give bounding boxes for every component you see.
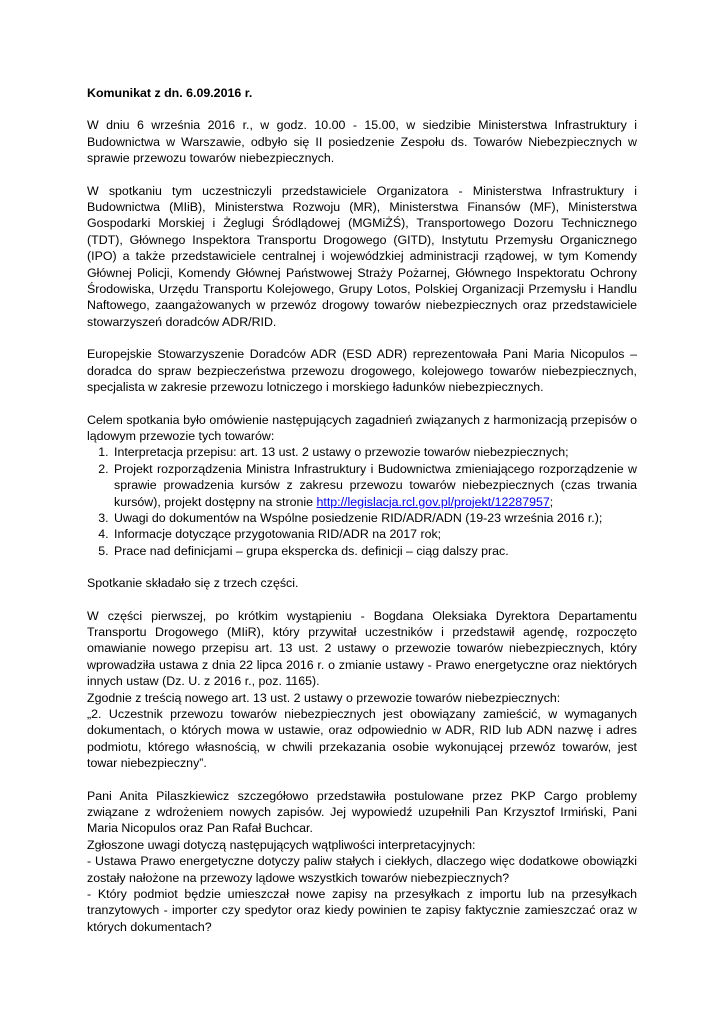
agenda-item-text: Interpretacja przepisu: art. 13 ust. 2 ustawy o przewozie towarów niebezpiecznych; [114,445,569,460]
agenda-item [112,543,637,559]
article-intro-paragraph: Zgodnie z treścią nowego art. 13 ust. 2 ustawy o przewozie towarów niebezpiecznych: [87,690,561,705]
agenda-item [112,510,637,526]
agenda-list [87,444,637,559]
participants-paragraph: W spotkaniu tym uczestniczyli przedstawiciele Organizatora - Ministerstwa Infrastruktury i Budownictwa (MIiB), Ministerstwa Rozwoju (MR), Ministerstwa Finansów (MF), Ministerstwa Gospodarki Morskiej i Żeglugi Śródlądowej (MGMiŻŚ), Transportowego Dozoru Technicznego (TDT), Głównego Inspektora Transportu Drogowego (GITD), Instytutu Przemysłu Organicznego (IPO) a także przedstawiciele centralnej i wojewódzkiej administracji rządowej, w tym Komendy Głównej Policji, Komendy Głównej Państwowej Straży Pożarnej, Głównego Inspektoratu Ochrony Środowiska, Urzędu Transportu Kolejowego, Grupy Lotos, Polskiej Organizacji Przemysłu i Handlu Naftowego, zaangażowanych w przewóz drogowy towarów niebezpiecznych oraz przedstawiciele stowarzyszeń doradców ADR/RID. [87,183,637,329]
agenda-item [112,461,637,510]
doubts-intro-paragraph: Zgłoszone uwagi dotyczą następujących wątpliwości interpretacyjnych: [87,837,476,852]
pkp-cargo-paragraph: Pani Anita Pilaszkiewicz szczegółowo przedstawiła postulowane przez PKP Cargo problemy związane z wdrożeniem nowych zapisów. Jej wypowiedź uzupełnili Pan Krzysztof Irmiński, Pani Maria Nicopulos oraz Pan Rafał Buchcar. [87,788,637,836]
agenda-item-text: Projekt rozporządzenia Ministra Infrastruktury i Budownictwa zmieniającego rozporządzenie w sprawie prowadzenia kursów z zakresu przewozu towarów niebezpiecznych (czas trwania kursów), projekt dostępny na stronie [114,461,637,509]
article-quote-paragraph: „2. Uczestnik przewozu towarów niebezpiecznych jest obowiązany zamieścić, w wymaganych dokumentach, o których mowa w ustawie, oraz odpowiednio w ADR, RID lub ADN nazwę i adres podmiotu, którego własnością, w chwili przekazania osobie wykonującej przewóz towarów, jest towar niebezpieczny”. [87,707,637,771]
meeting-parts-paragraph: Spotkanie składało się z trzech części. [87,576,299,591]
agenda-item-text: Prace nad definicjami – grupa ekspercka ds. definicji – ciąg dalszy prac. [114,543,509,558]
meeting-goal-paragraph: Celem spotkania było omówienie następujących zagadnień związanych z harmonizacją przepisów o lądowym przewozie tych towarów: [87,412,637,443]
doubt-item: - Który podmiot będzie umieszczał nowe zapisy na przesyłkach z importu lub na przesyłkach tranzytowych - importer czy spedytor oraz kiedy powinien te zapisy faktycznie zamieszczać oraz w których dokumentach? [87,887,637,934]
agenda-item-end: ; [549,494,554,509]
intro-paragraph: W dniu 6 września 2016 r., w godz. 10.00 - 15.00, w siedzibie Ministerstwa Infrastruktury i Budownictwa w Warszawie, odbyło się II posiedzenie Zespołu ds. Towarów Niebezpiecznych w sprawie przewozu towarów niebezpiecznych. [87,118,637,166]
doubt-item: - Ustawa Prawo energetyczne dotyczy paliw stałych i ciekłych, dlaczego więc dodatkowe obowiązki zostały nałożone na przewozy lądowe wszystkich towarów niebezpiecznych? [87,854,637,885]
agenda-item [112,526,637,542]
agenda-item-text: Informacje dotyczące przygotowania RID/ADR na 2017 rok; [114,527,442,542]
agenda-item [112,444,637,460]
legislation-link[interactable]: http://legislacja.rcl.gov.pl/projekt/12287957 [316,494,550,509]
esd-adr-paragraph: Europejskie Stowarzyszenie Doradców ADR (ESD ADR) reprezentowała Pani Maria Nicopulos – doradca do spraw bezpieczeństwa przewozu drogowego, kolejowego towarów niebezpiecznych, specjalista w zakresie przewozu lotniczego i morskiego ładunków niebezpiecznych. [87,347,637,395]
agenda-item-text: Uwagi do dokumentów na Wspólne posiedzenie RID/ADR/ADN (19-23 września 2016 r.); [114,510,603,525]
document-title: Komunikat z dn. 6.09.2016 r. [87,86,253,100]
part-one-paragraph: W części pierwszej, po krótkim wystąpieniu - Bogdana Oleksiaka Dyrektora Departamentu Transportu Drogowego (MIiR), który przywitał uczestników i przedstawił agendę, rozpoczęto omawianie nowego przepisu art. 13 ust. 2 ustawy o przewozie towarów niebezpiecznych, który wprowadziła ustawa z dnia 22 lipca 2016 r. o zmianie ustawy - Prawo energetyczne oraz niektórych innych ustaw (Dz. U. z 2016 r., poz. 1165). [87,608,637,689]
